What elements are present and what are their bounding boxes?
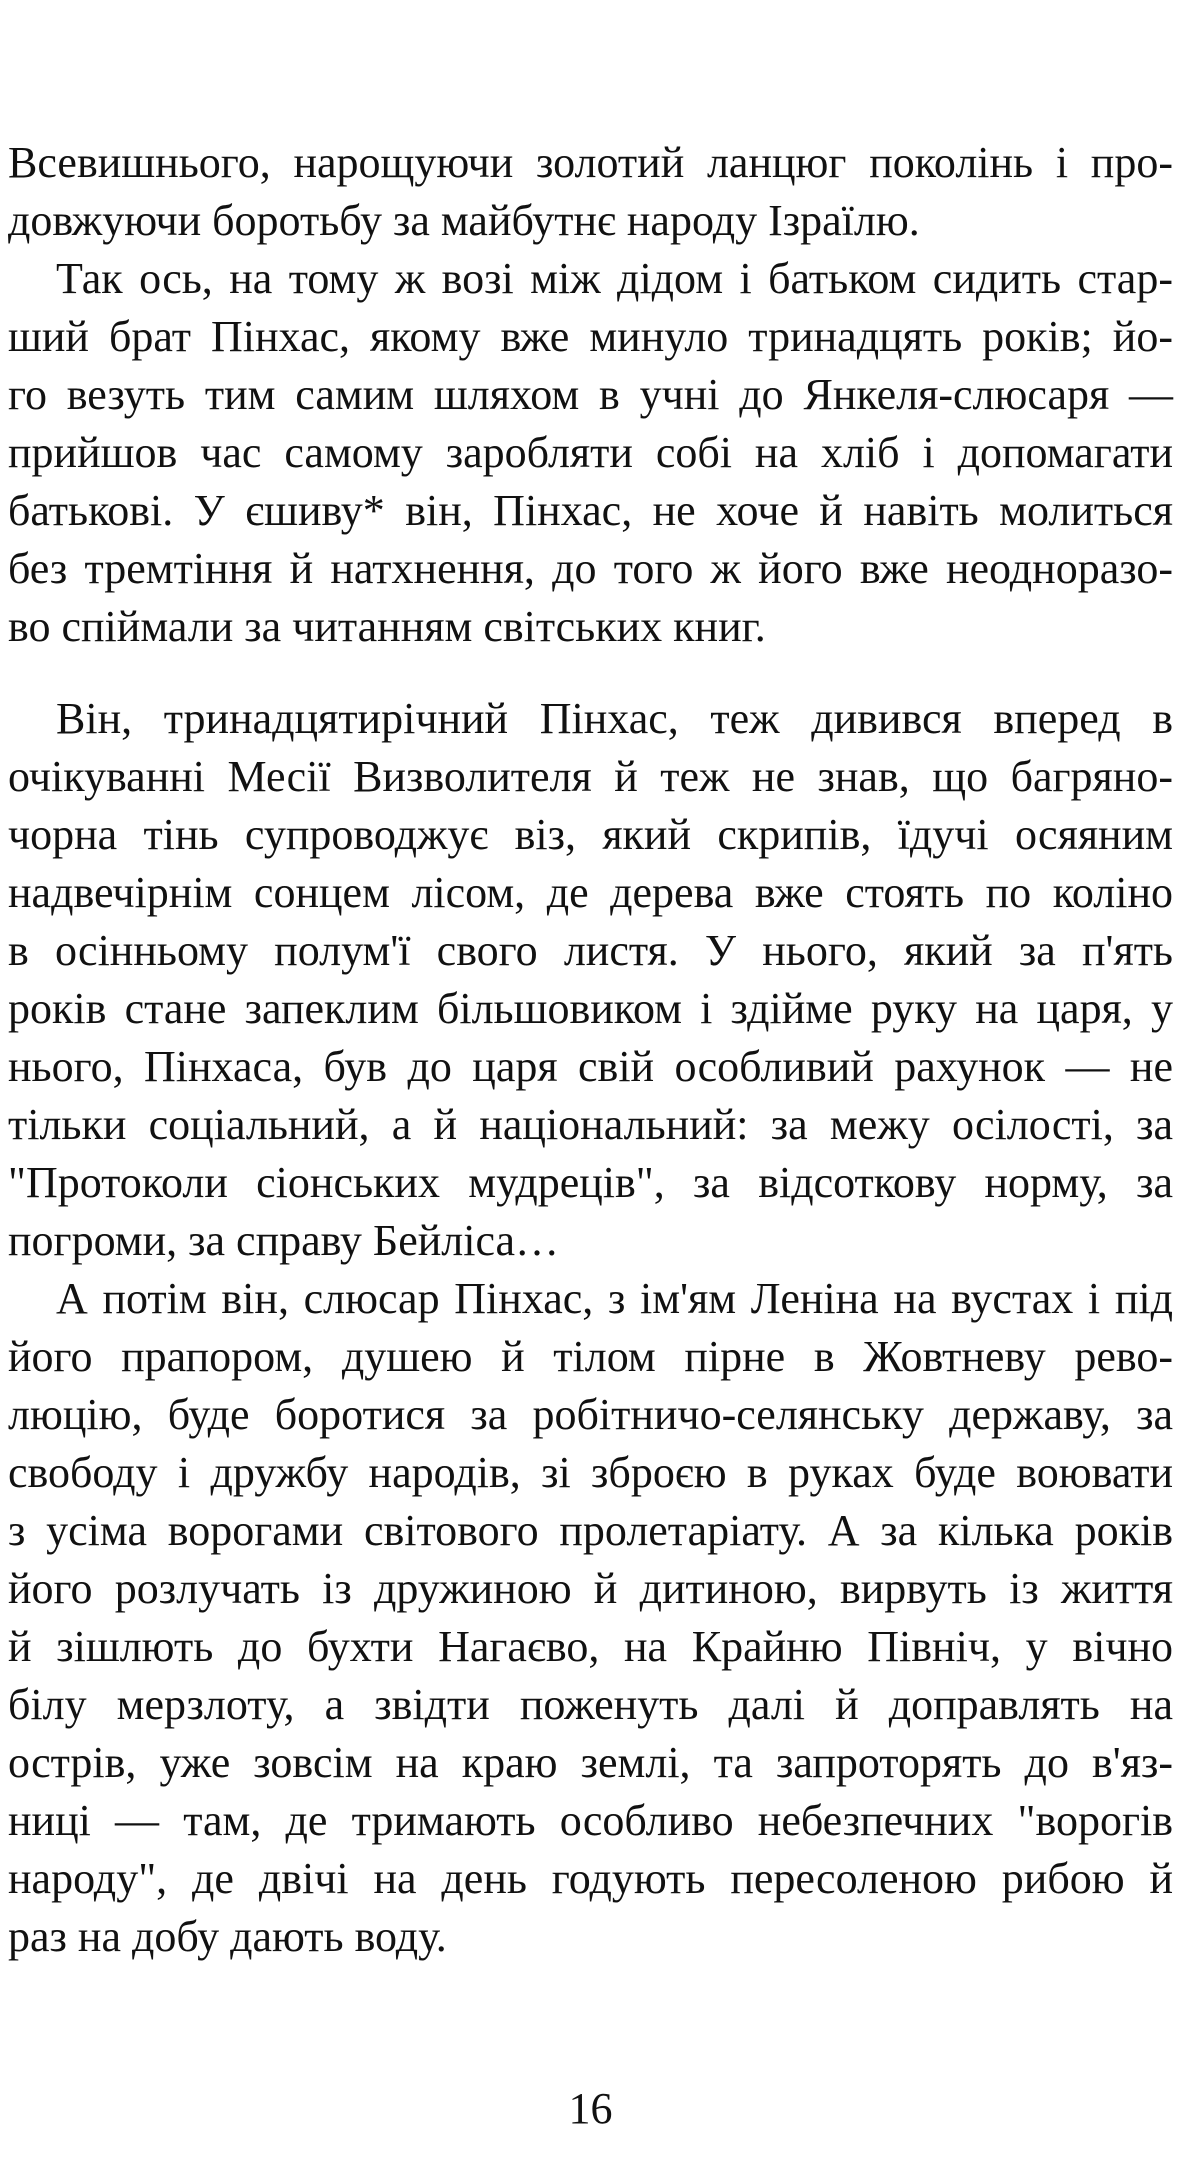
text-line: народу", де двічі на день годують пересоленою рибою й [8, 1854, 1173, 1903]
text-line: раз на добу дають воду. [8, 1912, 447, 1961]
text-line: погроми, за справу Бейліса… [8, 1216, 560, 1265]
text-line: Всевишнього, нарощуючи золотий ланцюг поколінь і про- [8, 138, 1173, 187]
text-line: Він, тринадцятирічний Пінхас, теж дивився вперед в [56, 694, 1173, 743]
text-line: свободу і дружбу народів, зі зброєю в руках буде воювати [8, 1448, 1173, 1497]
paragraph-3 [0, 690, 1181, 1270]
text-line: без тремтіння й натхнення, до того ж його вже неодноразо- [8, 544, 1173, 593]
text-line: ший брат Пінхас, якому вже минуло тринадцять років; йо- [8, 312, 1173, 361]
text-line: чорна тінь супроводжує віз, який скрипів, їдучі осяяним [8, 810, 1173, 859]
text-line: тільки соціальний, а й національний: за межу осілості, за [8, 1100, 1173, 1149]
text-line: Так ось, на тому ж возі між дідом і батьком сидить стар- [56, 254, 1173, 303]
text-line: во спіймали за читанням світських книг. [8, 602, 766, 651]
text-line: довжуючи боротьбу за майбутнє народу Ізраїлю. [8, 196, 920, 245]
paragraph-2 [0, 250, 1181, 656]
text-line: з усіма ворогами світового пролетаріату. А за кілька років [8, 1506, 1173, 1555]
paragraph-1 [0, 134, 1181, 250]
text-line: ниці — там, де тримають особливо небезпечних "ворогів [8, 1796, 1173, 1845]
text-line: "Протоколи сіонських мудреців", за відсоткову норму, за [8, 1158, 1173, 1207]
text-line: прийшов час самому заробляти собі на хліб і допомагати [8, 428, 1173, 477]
text-line: в осінньому полум'ї свого листя. У нього, який за п'ять [8, 926, 1173, 975]
text-line: й зішлють до бухти Нагаєво, на Крайню Північ, у вічно [8, 1622, 1173, 1671]
page-number: 16 [568, 2084, 613, 2133]
text-line: А потім він, слюсар Пінхас, з ім'ям Леніна на вустах і під [56, 1274, 1173, 1323]
text-line: його прапором, душею й тілом пірне в Жовтневу рево- [8, 1332, 1173, 1381]
page-body [0, 134, 1181, 1966]
text-line: надвечірнім сонцем лісом, де дерева вже стоять по коліно [8, 868, 1173, 917]
text-line: його розлучать із дружиною й дитиною, вирвуть із життя [8, 1564, 1173, 1613]
section-break [0, 656, 1181, 690]
text-line: батькові. У єшиву* він, Пінхас, не хоче й навіть молиться [8, 486, 1173, 535]
text-line: білу мерзлоту, а звідти поженуть далі й доправлять на [8, 1680, 1173, 1729]
paragraph-4 [0, 1270, 1181, 1966]
text-line: острів, уже зовсім на краю землі, та запроторять до в'яз- [8, 1738, 1173, 1787]
text-line: люцію, буде боротися за робітничо-селянську державу, за [8, 1390, 1173, 1439]
text-line: років стане запеклим більшовиком і здійме руку на царя, у [8, 984, 1173, 1033]
text-line: го везуть тим самим шляхом в учні до Янкеля-слюсаря — [8, 370, 1173, 419]
text-line: нього, Пінхаса, був до царя свій особливий рахунок — не [8, 1042, 1173, 1091]
text-line: очікуванні Месії Визволителя й теж не знав, що багряно- [8, 752, 1173, 801]
